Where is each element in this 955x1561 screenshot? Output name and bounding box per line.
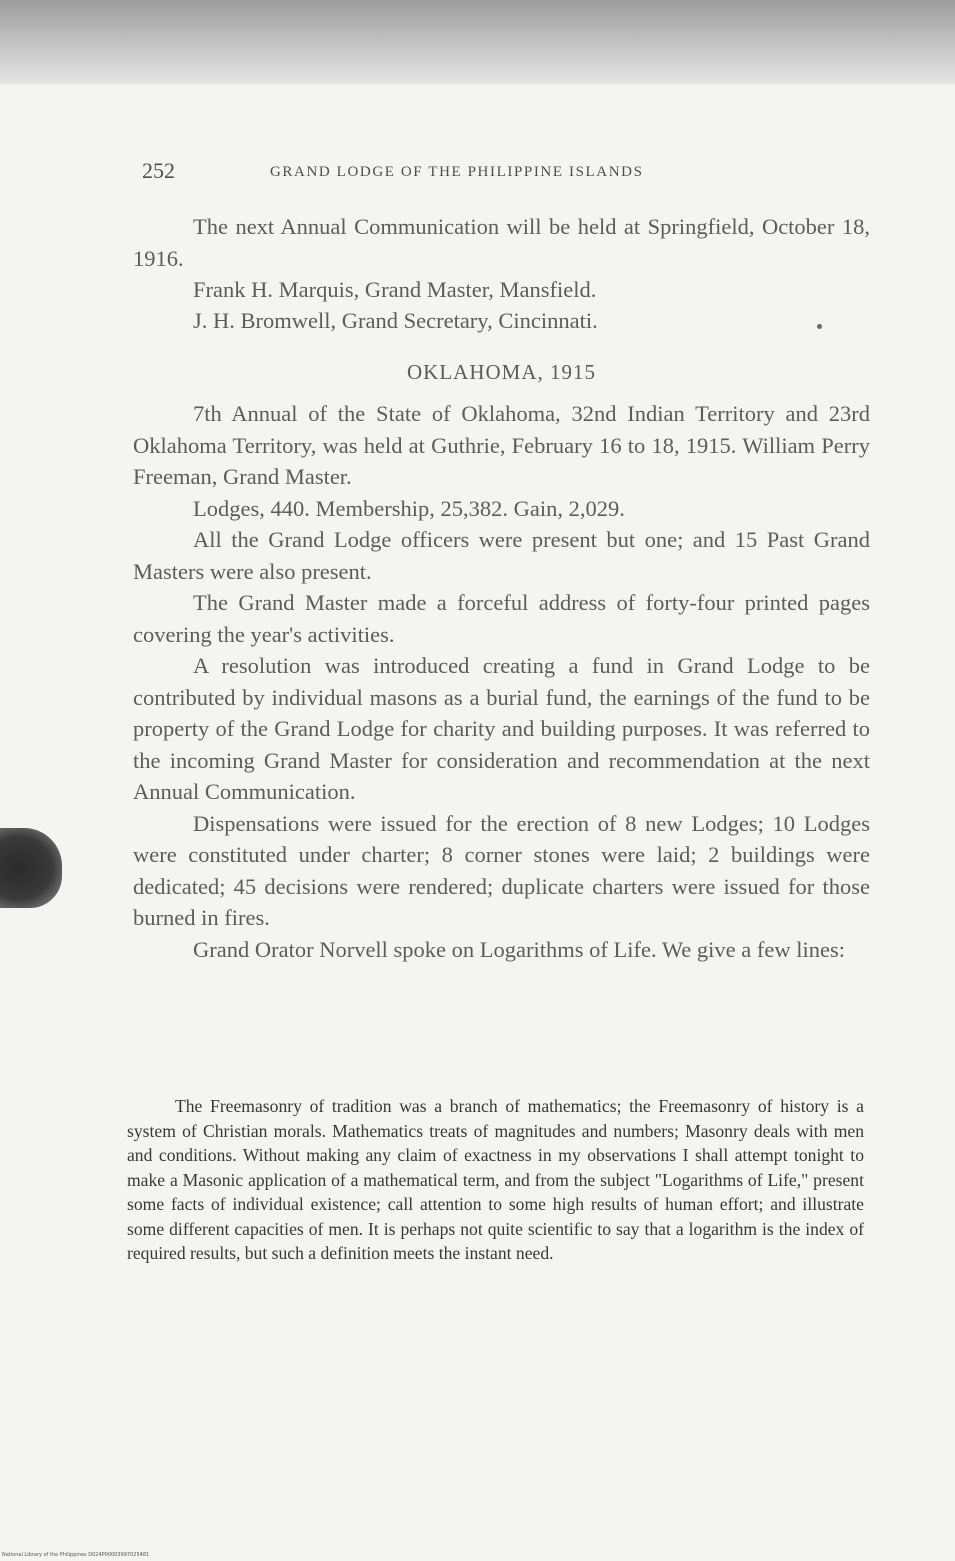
page-number: 252 <box>142 158 175 183</box>
grand-master-line: Frank H. Marquis, Grand Master, Mansfield. <box>193 277 597 302</box>
scan-background-top <box>0 0 955 84</box>
ohio-closing-block <box>133 211 870 336</box>
paragraph-officers: All the Grand Lodge officers were present but one; and 15 Past Grand Masters were also present. <box>133 527 870 584</box>
footer-record-id: D024P00003997025481 <box>88 1552 150 1558</box>
paragraph-annual: 7th Annual of the State of Oklahoma, 32nd Indian Territory and 23rd Oklahoma Territory, was held at Guthrie, February 16 to 18, 1915. William Perry Freeman, Grand Master. <box>133 401 870 489</box>
oklahoma-section <box>133 398 870 965</box>
scan-footer <box>2 1552 149 1558</box>
oklahoma-heading-block <box>133 360 870 385</box>
paragraph-dispensations: Dispensations were issued for the erection of 8 new Lodges; 10 Lodges were constituted under charter; 8 corner stones were laid; 2 buildings were dedicated; 45 decisions were rendered; duplicate charters were issued for those burned in fires. <box>133 810 870 930</box>
paragraph-resolution: A resolution was introduced creating a fund in Grand Lodge to be contributed by individual masons as a burial fund, the earnings of the fund to be property of the Grand Lodge for charity and building purposes. It was referred to the incoming Grand Master for consideration and recommendation at the next Annual Communication. <box>133 653 870 804</box>
paragraph-orator: Grand Orator Norvell spoke on Logarithms of Life. We give a few lines: <box>193 936 845 962</box>
print-speck <box>817 324 822 329</box>
section-heading-oklahoma: OKLAHOMA, 1915 <box>407 360 596 384</box>
running-head: GRAND LODGE OF THE PHILIPPINE ISLANDS <box>270 164 644 180</box>
paragraph-lodges-stats: Lodges, 440. Membership, 25,382. Gain, 2,029. <box>193 495 625 521</box>
next-communication-paragraph: The next Annual Communication will be held at Springfield, October 18, 1916. <box>133 214 870 271</box>
paragraph-address: The Grand Master made a forceful address of forty-four printed pages covering the year's activities. <box>133 590 870 647</box>
footer-source: National Library of the Philippines <box>2 1552 87 1558</box>
grand-secretary-line: J. H. Bromwell, Grand Secretary, Cincinnati. <box>193 308 598 333</box>
quoted-extract: The Freemasonry of tradition was a branch of mathematics; the Freemasonry of history is a system of Christian morals. Mathematics treats of magnitudes and numbers; Masonry deals with men and conditions. Without making any claim of exactness in my observations I shall attempt tonight to make a Masonic application of a mathematical term, and from the subject "Logarithms of Life," present some facts of individual existence; call attention to some high results of human effort; and illustrate some different capacities of men. It is perhaps not quite scientific to say that a logarithm is the index of required results, but such a definition meets the instant need. <box>127 1096 864 1263</box>
